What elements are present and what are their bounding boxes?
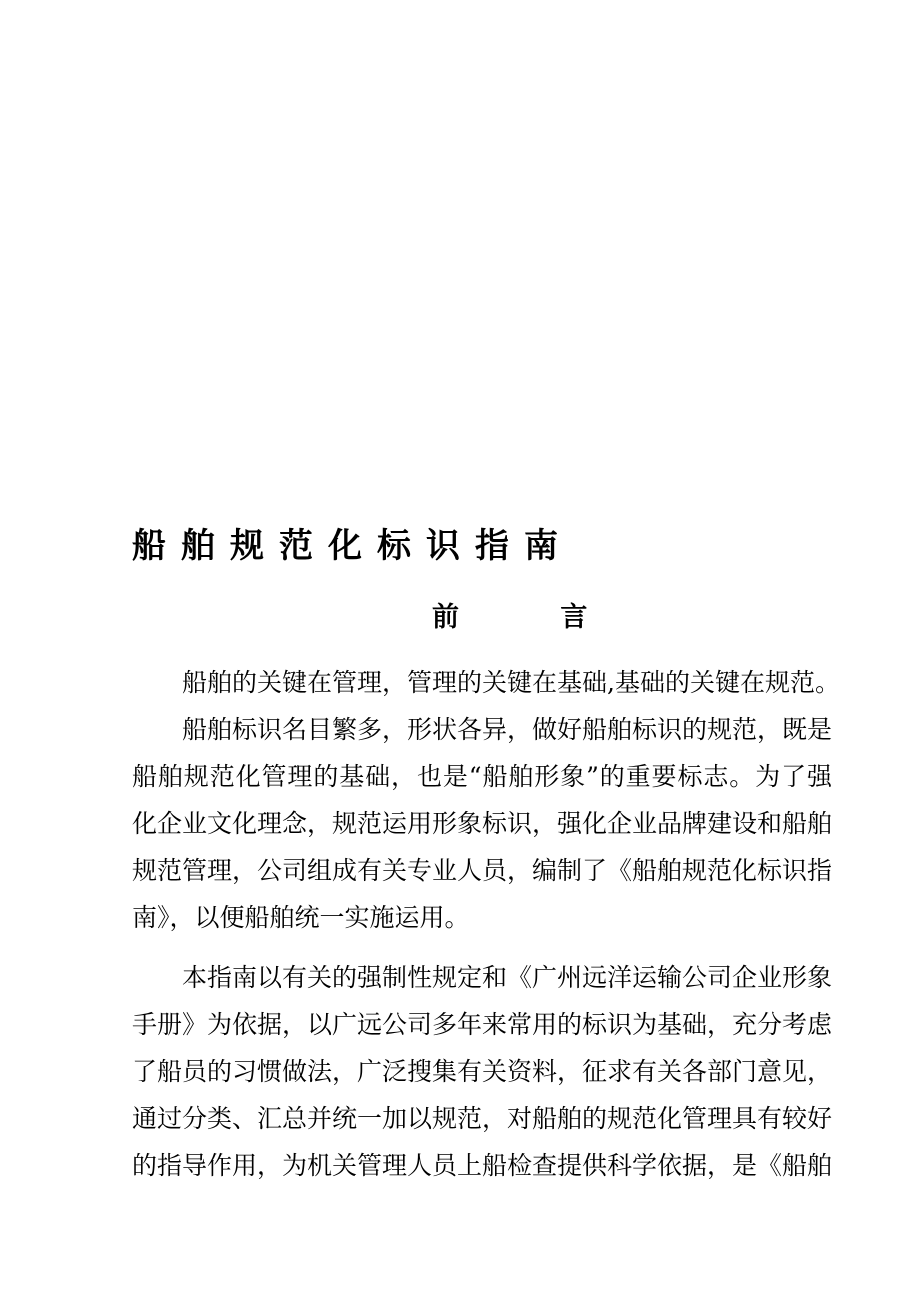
paragraph-line: 通过分类、汇总并统一加以规范，对船舶的规范化管理具有较好: [132, 1104, 833, 1133]
paragraph-line: 船舶规范化管理的基础，也是“船舶形象”的重要标志。为了强: [132, 762, 832, 791]
paragraph-line: 船舶标识名目繁多，形状各异，做好船舶标识的规范，既是: [182, 715, 833, 744]
paragraph-line: 本指南以有关的强制性规定和《广州远洋运输公司企业形象: [182, 963, 833, 992]
paragraph-line: 的指导作用，为机关管理人员上船检查提供科学依据，是《船舶: [132, 1151, 833, 1180]
paragraph-1: [132, 659, 840, 706]
document-title: 船舶规范化标识指南: [132, 526, 573, 566]
paragraph-line: 南》，以便船舶统一实施运用。: [132, 903, 470, 932]
paragraph-2: [132, 706, 832, 941]
paragraph-line: 了船员的习惯做法，广泛搜集有关资料，征求有关各部门意见，: [132, 1057, 833, 1086]
paragraph-line: 手册》为依据，以广远公司多年来常用的标识为基础，充分考虑: [132, 1010, 833, 1039]
paragraph-line: 船舶的关键在管理，管理的关键在基础,基础的关键在规范。: [182, 668, 840, 697]
paragraph-3: [132, 954, 832, 1189]
paragraph-line: 化企业文化理念，规范运用形象标识，强化企业品牌建设和船舶: [132, 809, 833, 838]
section-heading: 前 言: [432, 602, 634, 633]
paragraph-line: 规范管理，公司组成有关专业人员，编制了《船舶规范化标识指: [132, 856, 833, 885]
